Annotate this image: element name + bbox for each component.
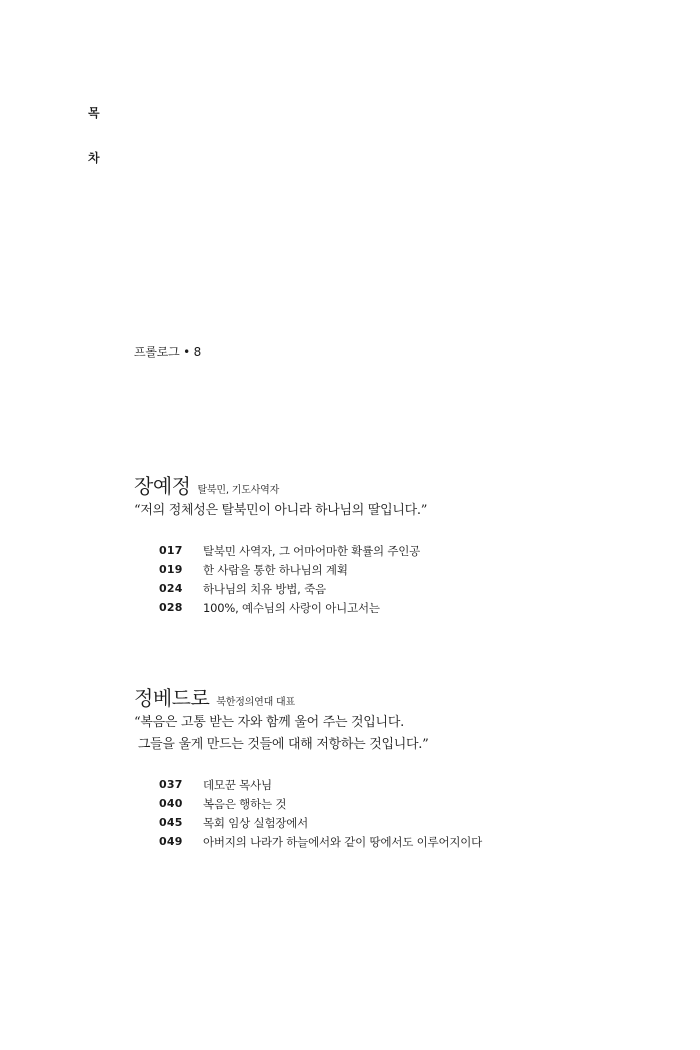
chapter-entry[interactable] [159,560,674,579]
chapter-list [159,541,674,617]
chapter-list [159,775,674,851]
section-1 [134,470,674,617]
author-role: 탈북민, 기도사역자 [197,485,280,496]
chapter-page: 017 [159,544,183,557]
chapter-title: 탈북민 사역자, 그 어마어마한 확률의 주인공 [203,543,421,558]
section-header [134,682,674,710]
toc-heading-char-1: 목 [88,106,100,120]
toc-heading [88,106,108,165]
author-quote: “복음은 고통 받는 자와 함께 울어 주는 것입니다. 그들을 울게 만드는 것들에 대해 저항하는 것입니다.” [134,715,429,752]
prologue-entry[interactable]: 프롤로그 • 8 [134,345,202,359]
chapter-entry[interactable] [159,832,674,851]
chapter-title: 한 사람을 통한 하나님의 계획 [203,562,348,577]
chapter-entry[interactable] [159,541,674,560]
chapter-title: 데모꾼 목사님 [203,777,272,792]
author-name: 정베드로 [134,686,210,710]
chapter-title: 100%, 예수님의 사랑이 아니고서는 [203,600,380,615]
chapter-entry[interactable] [159,579,674,598]
author-quote: “저의 정체성은 탈북민이 아니라 하나님의 딸입니다.” [134,503,428,518]
chapter-entry[interactable] [159,813,674,832]
chapter-title: 목회 임상 실험장에서 [203,815,309,830]
chapter-entry[interactable] [159,775,674,794]
chapter-entry[interactable] [159,794,674,813]
chapter-page: 028 [159,601,183,614]
chapter-page: 049 [159,835,183,848]
chapter-page: 045 [159,816,183,829]
chapter-title: 아버지의 나라가 하늘에서와 같이 땅에서도 이루어지이다 [203,834,483,849]
chapter-title: 복음은 행하는 것 [203,796,287,811]
author-role: 북한정의연대 대표 [216,697,295,708]
chapter-page: 037 [159,778,183,791]
chapter-page: 019 [159,563,183,576]
section-header [134,470,674,498]
author-name: 장예정 [134,474,191,498]
chapter-page: 024 [159,582,183,595]
chapter-entry[interactable] [159,598,674,617]
toc-heading-char-2: 차 [88,151,100,165]
section-2 [134,682,674,851]
chapter-title: 하나님의 치유 방법, 죽음 [203,581,326,596]
chapter-page: 040 [159,797,183,810]
